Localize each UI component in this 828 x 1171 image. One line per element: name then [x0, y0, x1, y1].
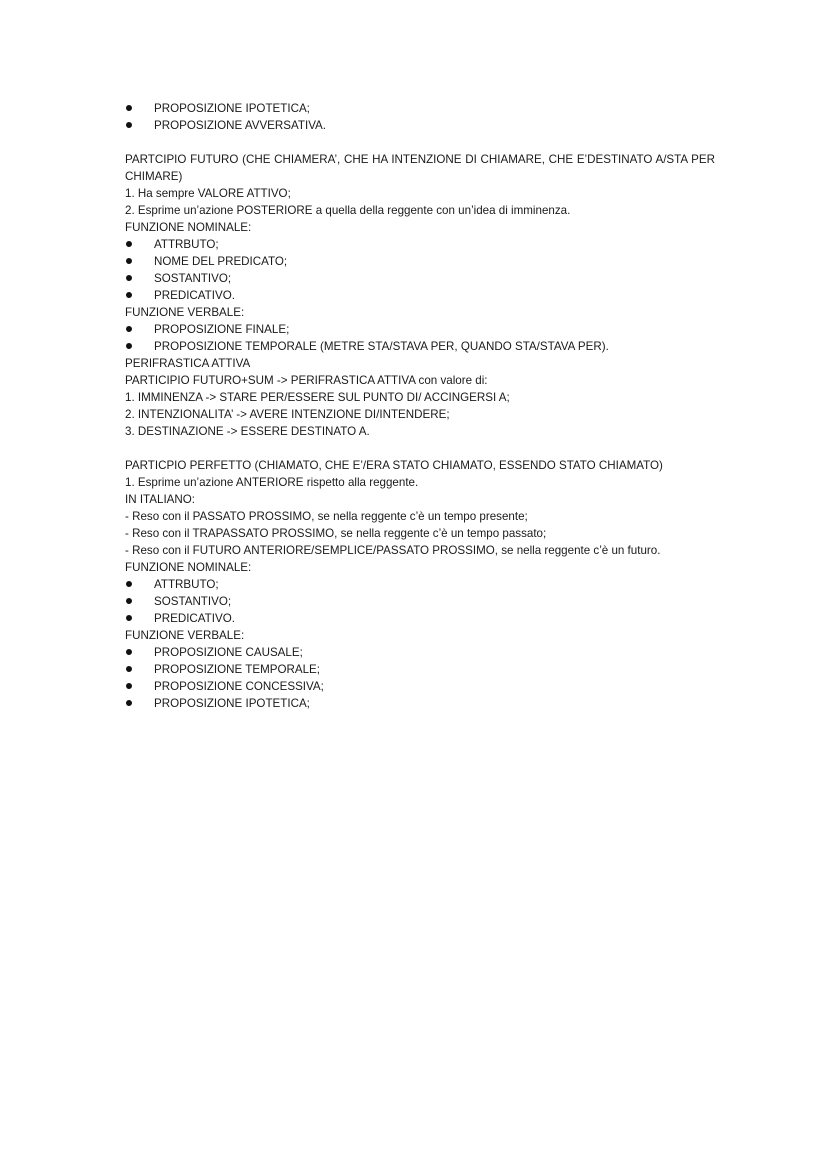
- bullet-icon: [126, 275, 132, 281]
- paragraph: - Reso con il FUTURO ANTERIORE/SEMPLICE/PASSATO PROSSIMO, se nella reggente c’è un futuro.: [125, 544, 661, 557]
- bullet-icon: [126, 683, 132, 689]
- subheading: FUNZIONE NOMINALE:: [125, 561, 252, 574]
- subheading: FUNZIONE VERBALE:: [125, 629, 245, 642]
- list-item: PROPOSIZIONE FINALE;: [125, 321, 715, 338]
- subheading: PERIFRASTICA ATTIVA: [125, 357, 251, 370]
- subheading: FUNZIONE VERBALE:: [125, 306, 245, 319]
- list-item: PROPOSIZIONE TEMPORALE;: [125, 661, 715, 678]
- spacer: [125, 134, 715, 151]
- section-heading-perfetto: PARTICPIO PERFETTO (CHIAMATO, CHE E’/ERA STATO CHIAMATO, ESSENDO STATO CHIAMATO): [125, 459, 663, 472]
- list-item: PROPOSIZIONE TEMPORALE (METRE STA/STAVA PER, QUANDO STA/STAVA PER).: [125, 338, 715, 355]
- bullet-icon: [126, 343, 132, 349]
- bullet-icon: [126, 666, 132, 672]
- list-item: ATTRBUTO;: [125, 576, 715, 593]
- bullet-icon: [126, 241, 132, 247]
- paragraph: 3. DESTINAZIONE -> ESSERE DESTINATO A.: [125, 425, 370, 438]
- paragraph: 1. Ha sempre VALORE ATTIVO;: [125, 187, 291, 200]
- bullet-icon: [126, 615, 132, 621]
- bullet-icon: [126, 105, 132, 111]
- list-item: SOSTANTIVO;: [125, 593, 715, 610]
- bullet-icon: [126, 598, 132, 604]
- paragraph: 2. INTENZIONALITA’ -> AVERE INTENZIONE DI/INTENDERE;: [125, 408, 450, 421]
- bullet-icon: [126, 649, 132, 655]
- bullet-icon: [126, 122, 132, 128]
- document-page: [125, 100, 715, 712]
- list-item: SOSTANTIVO;: [125, 270, 715, 287]
- subheading: IN ITALIANO:: [125, 493, 196, 506]
- paragraph: PARTICIPIO FUTURO+SUM -> PERIFRASTICA ATTIVA con valore di:: [125, 374, 488, 387]
- list-item: PROPOSIZIONE IPOTETICA;: [125, 695, 715, 712]
- list-item: PREDICATIVO.: [125, 610, 715, 627]
- list-item: PROPOSIZIONE CONCESSIVA;: [125, 678, 715, 695]
- list-item: NOME DEL PREDICATO;: [125, 253, 715, 270]
- bullet-icon: [126, 258, 132, 264]
- bullet-icon: [126, 326, 132, 332]
- list-item: PROPOSIZIONE AVVERSATIVA.: [125, 117, 715, 134]
- spacer: [125, 440, 715, 457]
- paragraph: 1. Esprime un’azione ANTERIORE rispetto alla reggente.: [125, 476, 419, 489]
- list-item: PREDICATIVO.: [125, 287, 715, 304]
- paragraph: - Reso con il PASSATO PROSSIMO, se nella reggente c’è un tempo presente;: [125, 510, 528, 523]
- bullet-icon: [126, 700, 132, 706]
- paragraph: - Reso con il TRAPASSATO PROSSIMO, se nella reggente c’è un tempo passato;: [125, 527, 547, 540]
- bullet-icon: [126, 292, 132, 298]
- bullet-icon: [126, 581, 132, 587]
- paragraph: 2. Esprime un’azione POSTERIORE a quella della reggente con un’idea di imminenza.: [125, 204, 571, 217]
- list-item: PROPOSIZIONE CAUSALE;: [125, 644, 715, 661]
- subheading: FUNZIONE NOMINALE:: [125, 221, 252, 234]
- section-heading-futuro: PARTCIPIO FUTURO (CHE CHIAMERA’, CHE HA INTENZIONE DI CHIAMARE, CHE E’DESTINATO A/STA PER CHIMARE): [125, 153, 715, 183]
- list-item: ATTRBUTO;: [125, 236, 715, 253]
- list-item: PROPOSIZIONE IPOTETICA;: [125, 100, 715, 117]
- paragraph: 1. IMMINENZA -> STARE PER/ESSERE SUL PUNTO DI/ ACCINGERSI A;: [125, 391, 510, 404]
